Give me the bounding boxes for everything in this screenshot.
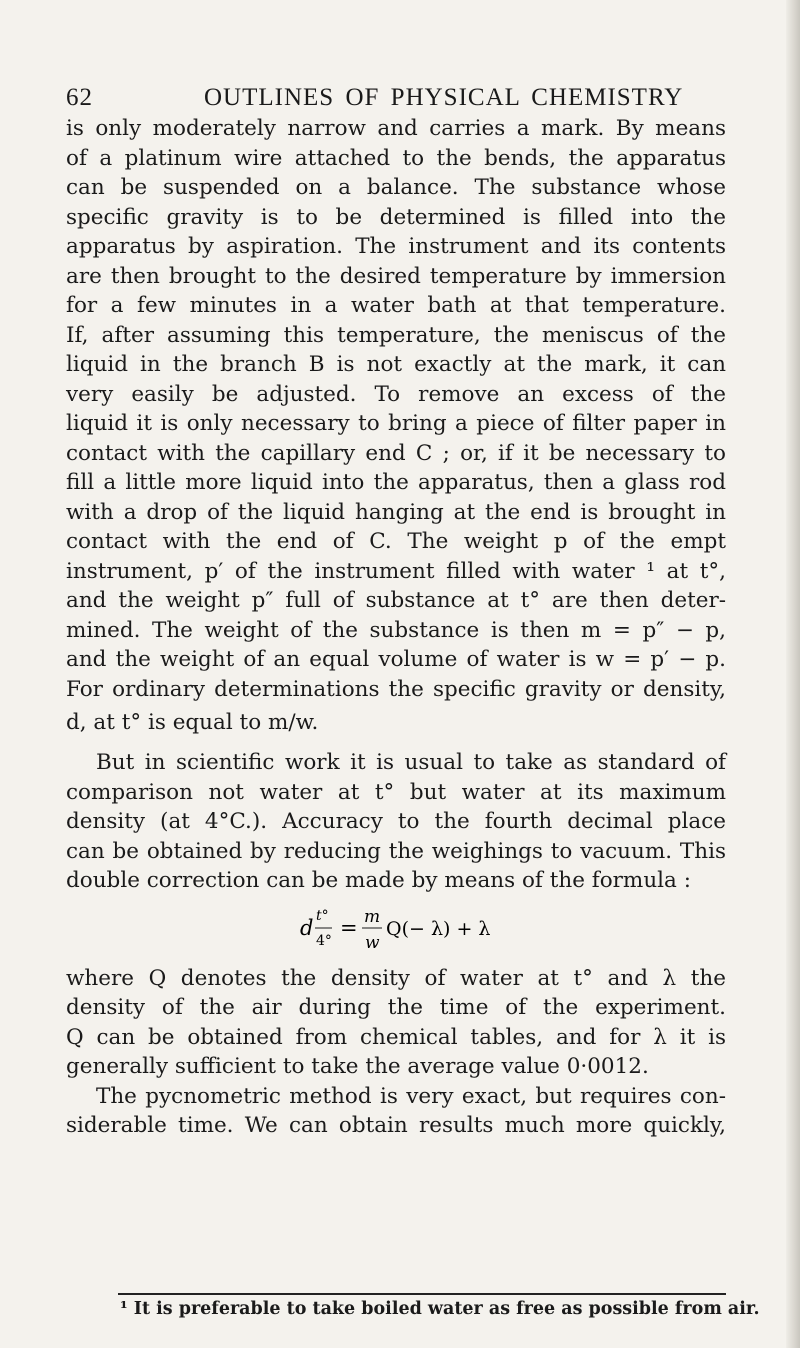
text-line: with a drop of the liquid hanging at the end is brought in xyxy=(66,499,726,525)
svg-text:=: = xyxy=(340,915,358,940)
text-line: instrument, p′ of the instrument filled with water ¹ at t°, xyxy=(66,558,726,584)
text-line: can be suspended on a balance. The substance whose xyxy=(66,175,726,200)
text-line: and the weight of an equal volume of water is w = p′ − p. xyxy=(66,647,726,672)
text-line: contact with the capillary end C ; or, if it be necessary to xyxy=(66,440,726,466)
svg-text:m: m xyxy=(364,906,381,927)
text-line: can be obtained by reducing the weighings to vacuum. This xyxy=(66,838,726,864)
text-line: generally sufficient to take the average value 0·0012. xyxy=(66,1054,649,1079)
text-line: where Q denotes the density of water at t° and λ the xyxy=(66,965,726,991)
text-line: The pycnometric method is very exact, but requires con- xyxy=(96,1083,726,1109)
text-line: double correction can be made by means of the formula : xyxy=(66,868,691,893)
text-line: mined. The weight of the substance is then m = p″ − p, xyxy=(66,617,726,643)
text-line: comparison not water at t° but water at its maximum xyxy=(66,779,726,805)
specific-gravity-formula xyxy=(66,902,726,964)
svg-text:4°: 4° xyxy=(316,932,332,949)
text-line: and the weight p″ full of substance at t° are then deter- xyxy=(66,588,726,613)
formula-graphic xyxy=(298,902,538,960)
text-line: For ordinary determinations the specific gravity or density, xyxy=(66,676,726,702)
text-line: liquid in the branch B is not exactly at the mark, it can xyxy=(66,352,726,377)
svg-text:d: d xyxy=(300,915,314,940)
footnote-rule xyxy=(118,1293,726,1295)
text-line: apparatus by aspiration. The instrument and its contents xyxy=(66,234,726,259)
text-line: fill a little more liquid into the apparatus, then a glass rod xyxy=(66,470,726,495)
text-line: density of the air during the time of the experiment. xyxy=(66,995,726,1020)
text-line: siderable time. We can obtain results much more quickly, xyxy=(66,1113,726,1138)
text-line: liquid it is only necessary to bring a piece of filter paper in xyxy=(66,411,726,436)
density-definition-line: d, at t° is equal to m/w. xyxy=(66,710,319,735)
text-line: very easily be adjusted. To remove an excess of the xyxy=(66,381,726,407)
text-line: If, after assuming this temperature, the meniscus of the xyxy=(66,322,726,348)
svg-text:t°: t° xyxy=(316,907,329,924)
page-number: 62 xyxy=(66,84,93,111)
body-text xyxy=(66,114,726,1141)
text-line: of a platinum wire attached to the bends, the apparatus xyxy=(66,145,726,171)
footnote: ¹ It is preferable to take boiled water as free as possible from air. xyxy=(120,1299,760,1319)
text-line: contact with the end of C. The weight p of the empt xyxy=(66,529,726,554)
text-line: Q can be obtained from chemical tables, and for λ it is xyxy=(66,1024,726,1050)
text-line: specific gravity is to be determined is filled into the xyxy=(66,204,726,230)
text-line: for a few minutes in a water bath at that temperature. xyxy=(66,293,726,318)
running-title: OUTLINES OF PHYSICAL CHEMISTRY xyxy=(204,84,684,111)
svg-text:w: w xyxy=(365,932,380,953)
text-line: are then brought to the desired temperature by immersion xyxy=(66,263,726,289)
page-edge-shadow xyxy=(786,0,800,1348)
text-line: density (at 4°C.). Accuracy to the fourth decimal place xyxy=(66,809,726,834)
svg-text:Q(− λ) + λ: Q(− λ) + λ xyxy=(386,917,491,940)
text-line: is only moderately narrow and carries a mark. By means xyxy=(66,116,726,141)
text-line: But in scientific work it is usual to take as standard of xyxy=(96,750,726,775)
